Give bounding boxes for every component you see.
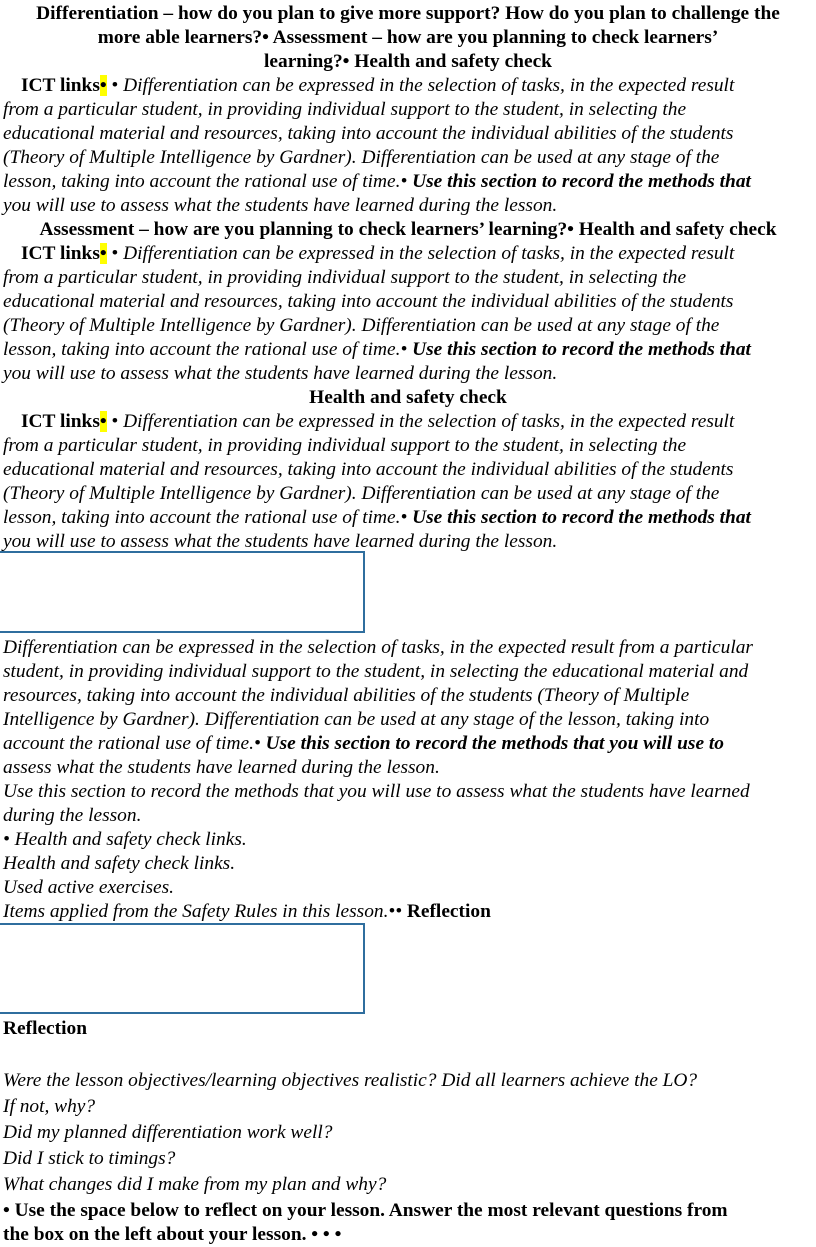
heading-differentiation-line2: more able learners?• Assessment – how are you planning to check learners’ — [97, 27, 719, 48]
paragraph-text: lesson, taking into account the rational use of time.• — [3, 339, 408, 360]
paragraph-line: Use this section to record the methods that you will use to assess what the students have learned — [3, 781, 750, 802]
paragraph-line: from a particular student, in providing individual support to the student, in selecting the — [3, 267, 687, 288]
paragraph-line: you will use to assess what the students have learned during the lesson. — [3, 195, 558, 216]
paragraph-bold-text: Use this section to record the methods that — [407, 507, 751, 528]
paragraph-line: educational material and resources, taking into account the individual abilities of the students — [3, 123, 734, 144]
paragraph-text: Differentiation can be expressed in the selection of tasks, in the expected result — [123, 243, 735, 264]
heading-assessment: Assessment – how are you planning to check learners’ learning?• Health and safety check — [39, 219, 777, 240]
paragraph-line: resources, taking into account the individual abilities of the students (Theory of Multiple — [3, 685, 690, 706]
paragraph-line — [3, 170, 751, 194]
paragraph-text: lesson, taking into account the rational use of time.• — [3, 171, 408, 192]
paragraph-line: educational material and resources, taking into account the individual abilities of the students — [3, 459, 734, 480]
bullet: • — [106, 75, 124, 96]
reflection-question: If not, why? — [3, 1096, 96, 1117]
paragraph-line: Health and safety check links. — [3, 853, 236, 874]
paragraph-line: you will use to assess what the students have learned during the lesson. — [3, 363, 558, 384]
paragraph-line: from a particular student, in providing individual support to the student, in selecting the — [3, 99, 687, 120]
ict-links-label: ICT links — [21, 411, 100, 432]
paragraph-line — [3, 506, 751, 530]
paragraph-line — [3, 338, 751, 362]
heading-differentiation-line1: Differentiation – how do you plan to give more support? How do you plan to challenge the — [36, 3, 780, 24]
paragraph-line: student, in providing individual support to the student, in selecting the educational material and — [3, 661, 749, 682]
reflection-instruction: the box on the left about your lesson. • • • — [3, 1224, 342, 1245]
ict-links-row-a — [21, 74, 734, 98]
paragraph-line: you will use to assess what the students have learned during the lesson. — [3, 531, 558, 552]
paragraph-line: Intelligence by Gardner). Differentiation can be used at any stage of the lesson, taking into — [3, 709, 710, 730]
paragraph-line: (Theory of Multiple Intelligence by Gardner). Differentiation can be used at any stage of the — [3, 147, 720, 168]
paragraph-bold-text: Use this section to record the methods that you will use to — [260, 733, 725, 754]
bullet: • — [106, 411, 124, 432]
highlighted-bullet: • — [99, 411, 107, 432]
paragraph-line — [3, 732, 724, 756]
highlighted-bullet: • — [99, 75, 107, 96]
paragraph-line: (Theory of Multiple Intelligence by Gardner). Differentiation can be used at any stage of the — [3, 483, 720, 504]
heading-differentiation-line3: learning?• Health and safety check — [264, 51, 552, 72]
paragraph-line: • Health and safety check links. — [3, 829, 247, 850]
ict-links-row-c — [21, 410, 734, 434]
heading-health-safety: Health and safety check — [309, 387, 507, 408]
empty-text-box — [0, 923, 365, 1014]
highlighted-bullet: • — [99, 243, 107, 264]
empty-text-box — [0, 551, 365, 633]
paragraph-line — [3, 900, 491, 924]
paragraph-bold-text: Use this section to record the methods that — [407, 339, 751, 360]
reflection-heading: Reflection — [3, 1018, 87, 1039]
paragraph-line: assess what the students have learned during the lesson. — [3, 757, 440, 778]
paragraph-text: lesson, taking into account the rational use of time.• — [3, 507, 408, 528]
reflection-instruction: • Use the space below to reflect on your lesson. Answer the most relevant questions from — [3, 1200, 728, 1221]
paragraph-bold-text: Use this section to record the methods that — [407, 171, 751, 192]
paragraph-line: from a particular student, in providing individual support to the student, in selecting the — [3, 435, 687, 456]
bullet: • — [106, 243, 124, 264]
reflection-question: Did I stick to timings? — [3, 1148, 176, 1169]
reflection-label: Reflection — [406, 901, 491, 922]
paragraph-line: educational material and resources, taking into account the individual abilities of the students — [3, 291, 734, 312]
paragraph-text: account the rational use of time.• — [3, 733, 261, 754]
ict-links-label: ICT links — [21, 243, 100, 264]
paragraph-line: Used active exercises. — [3, 877, 175, 898]
reflection-question: Were the lesson objectives/learning objectives realistic? Did all learners achieve the LO? — [3, 1070, 698, 1091]
paragraph-text: Differentiation can be expressed in the selection of tasks, in the expected result — [123, 411, 735, 432]
reflection-question: What changes did I make from my plan and why? — [3, 1174, 387, 1195]
reflection-question: Did my planned differentiation work well? — [3, 1122, 333, 1143]
paragraph-text: Differentiation can be expressed in the selection of tasks, in the expected result — [123, 75, 735, 96]
paragraph-text: Items applied from the Safety Rules in this lesson.•• — [3, 901, 407, 922]
paragraph-line: Differentiation can be expressed in the selection of tasks, in the expected result from a particular — [3, 637, 753, 658]
paragraph-line: (Theory of Multiple Intelligence by Gardner). Differentiation can be used at any stage of the — [3, 315, 720, 336]
ict-links-label: ICT links — [21, 75, 100, 96]
ict-links-row-b — [21, 242, 734, 266]
paragraph-line: during the lesson. — [3, 805, 142, 826]
